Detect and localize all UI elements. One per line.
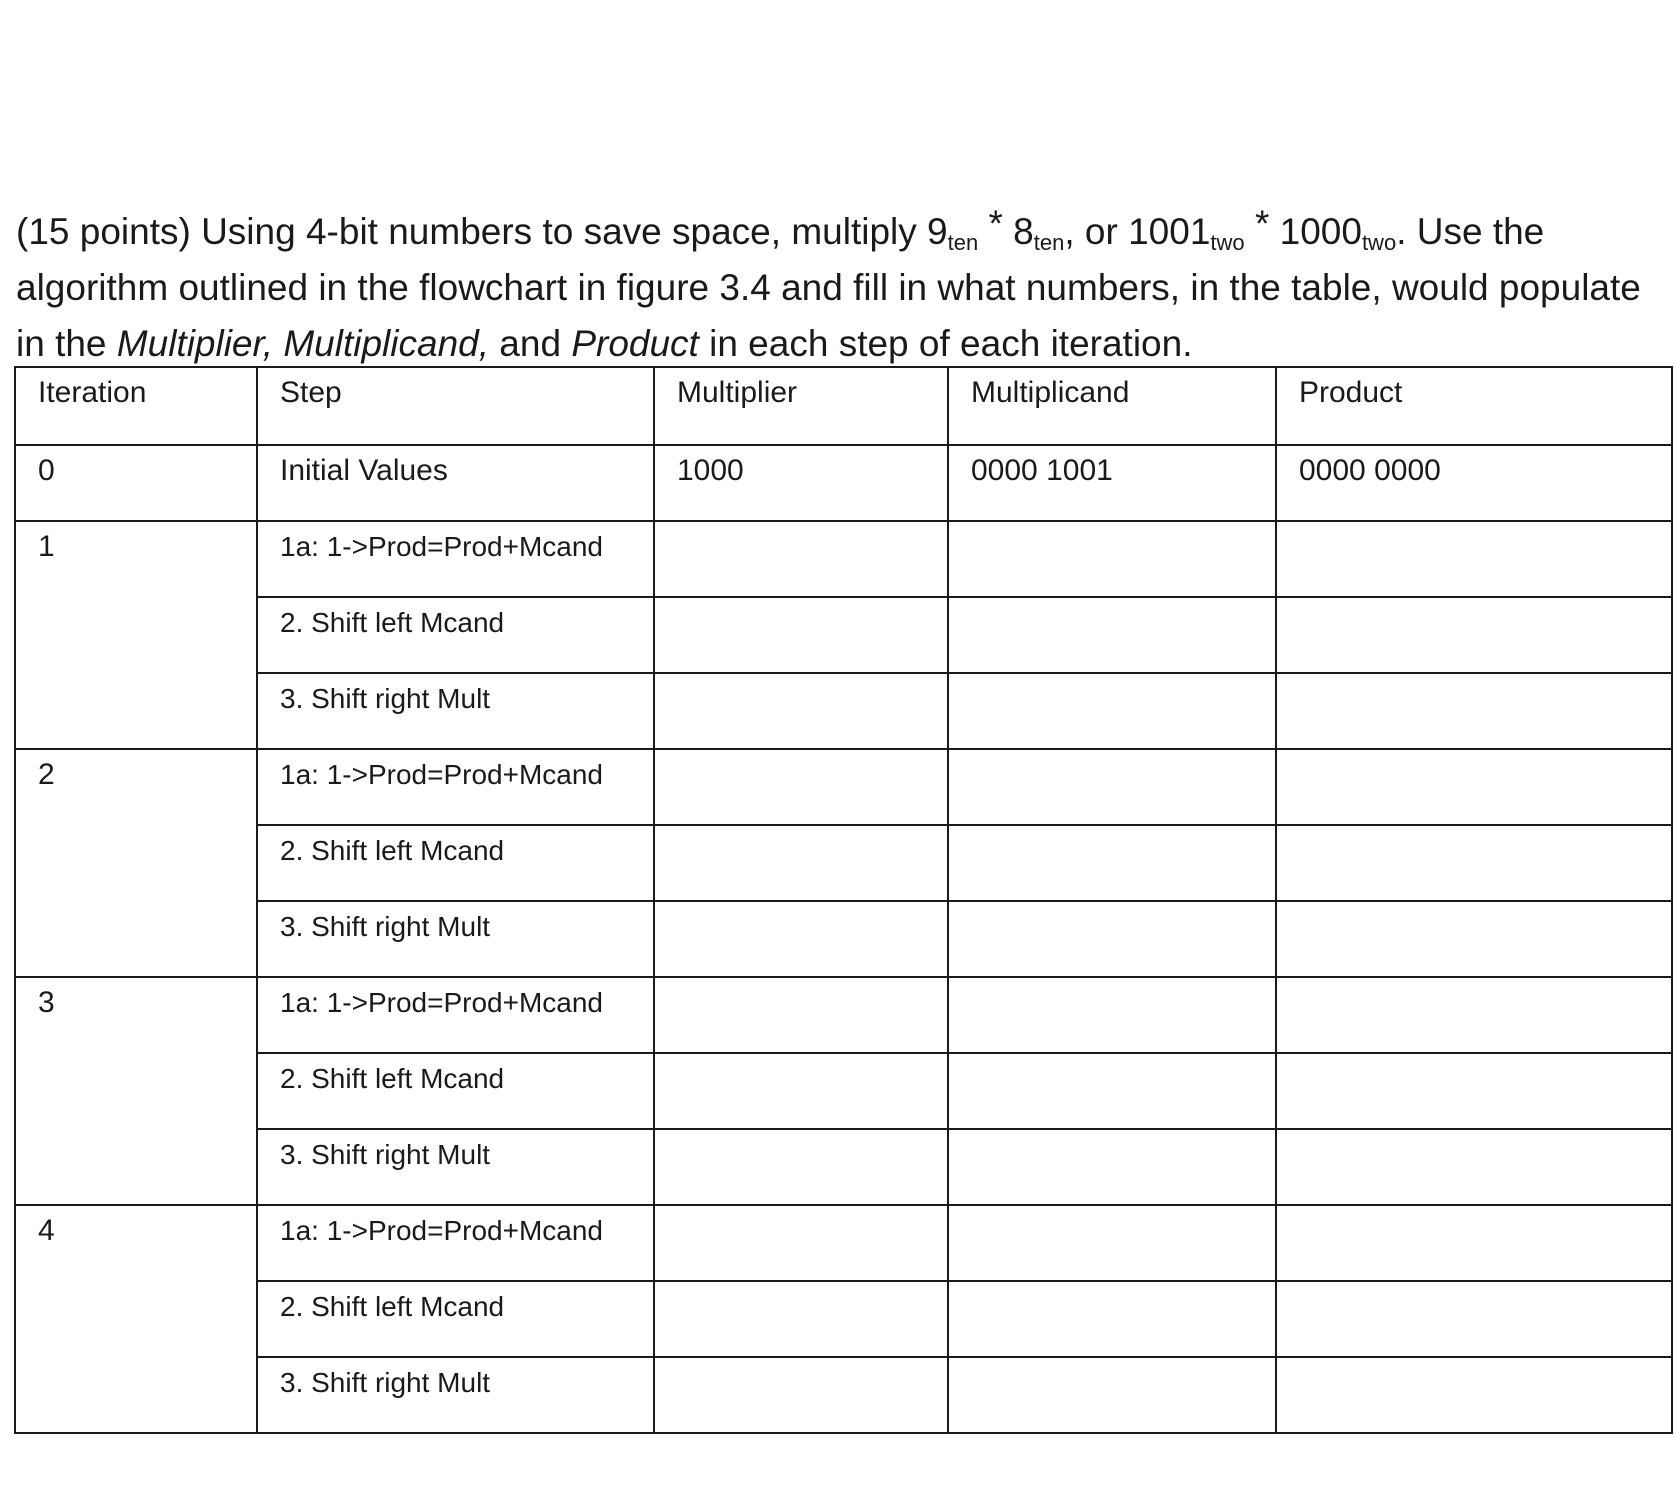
cell-product-blank[interactable] (1276, 977, 1672, 1053)
cell-product-blank[interactable] (1276, 1053, 1672, 1129)
header-multiplicand: Multiplicand (948, 367, 1276, 445)
cell-step: 3. Shift right Mult (257, 673, 654, 749)
question-prefix: (15 points) Using 4-bit numbers to save space, multiply 9 (16, 211, 948, 252)
header-product: Product (1276, 367, 1672, 445)
table-row (15, 749, 1672, 825)
cell-multiplier: 1000 (654, 445, 948, 521)
cell-product-blank[interactable] (1276, 1129, 1672, 1205)
cell-multiplier-blank[interactable] (654, 1053, 948, 1129)
header-iteration: Iteration (15, 367, 257, 445)
table-row (15, 1357, 1672, 1433)
question-eight: 8 (1002, 211, 1034, 252)
cell-product-blank[interactable] (1276, 1281, 1672, 1357)
header-multiplier: Multiplier (654, 367, 948, 445)
cell-multiplier-blank[interactable] (654, 749, 948, 825)
table-row (15, 597, 1672, 673)
table-row (15, 825, 1672, 901)
multiply-symbol: * (988, 203, 1003, 244)
cell-product-blank[interactable] (1276, 901, 1672, 977)
multiply-symbol: * (1254, 203, 1270, 244)
header-step: Step (257, 367, 654, 445)
cell-multiplicand-blank[interactable] (948, 1129, 1276, 1205)
cell-step: 3. Shift right Mult (257, 1357, 654, 1433)
cell-iteration: 3 (15, 977, 257, 1205)
cell-product-blank[interactable] (1276, 825, 1672, 901)
cell-product-blank[interactable] (1276, 673, 1672, 749)
cell-multiplicand-blank[interactable] (948, 901, 1276, 977)
table-row (15, 1053, 1672, 1129)
question-suffix: in each step of each iteration. (698, 323, 1193, 364)
cell-step: 2. Shift left Mcand (257, 597, 654, 673)
cell-multiplier-blank[interactable] (654, 1281, 948, 1357)
subscript-ten: ten (947, 230, 979, 255)
table-row-initial (15, 445, 1672, 521)
cell-product-blank[interactable] (1276, 1357, 1672, 1433)
question-binary-1001: , or 1001 (1064, 211, 1211, 252)
cell-multiplier-blank[interactable] (654, 977, 948, 1053)
cell-multiplier-blank[interactable] (654, 1357, 948, 1433)
cell-step: 2. Shift left Mcand (257, 825, 654, 901)
italic-multiplier: Multiplier, (116, 323, 274, 364)
cell-multiplicand-blank[interactable] (948, 749, 1276, 825)
subscript-two: two (1210, 230, 1245, 255)
cell-step: 1a: 1->Prod=Prod+Mcand (257, 977, 654, 1053)
cell-step: 1a: 1->Prod=Prod+Mcand (257, 521, 654, 597)
cell-multiplier-blank[interactable] (654, 825, 948, 901)
question-text: (15 points) Using 4-bit numbers to save space, multiply $9_{ten} * 8_{ten}$, or $1001_{two} * 1000_{two}$. Use the algorithm outlined in the flowchart in figure 3.4 and fill in what numbers, in the table, would populate in the Multiplier, Multiplicand, and Product in each step of each iteration. (16, 203, 1641, 364)
cell-product-blank[interactable] (1276, 1205, 1672, 1281)
cell-step: 1a: 1->Prod=Prod+Mcand (257, 749, 654, 825)
cell-step: 2. Shift left Mcand (257, 1281, 654, 1357)
cell-step: 1a: 1->Prod=Prod+Mcand (257, 1205, 654, 1281)
table-row (15, 521, 1672, 597)
question-binary-1000: 1000 (1269, 211, 1362, 252)
question-instructions: . Use the algorithm outlined in the flowchart in figure 3.4 and fill in what numbers, in the table, would populate in the (16, 211, 1641, 364)
cell-multiplicand-blank[interactable] (948, 1357, 1276, 1433)
cell-multiplicand-blank[interactable] (948, 521, 1276, 597)
cell-iteration: 0 (15, 445, 257, 521)
cell-step: 3. Shift right Mult (257, 1129, 654, 1205)
italic-multiplicand: Multiplicand, (283, 323, 490, 364)
cell-multiplicand-blank[interactable] (948, 597, 1276, 673)
cell-product: 0000 0000 (1276, 445, 1672, 521)
table-row (15, 1129, 1672, 1205)
cell-product-blank[interactable] (1276, 521, 1672, 597)
cell-multiplicand: 0000 1001 (948, 445, 1276, 521)
cell-iteration: 1 (15, 521, 257, 749)
cell-multiplier-blank[interactable] (654, 597, 948, 673)
italic-product: Product (571, 323, 699, 364)
cell-multiplier-blank[interactable] (654, 521, 948, 597)
cell-product-blank[interactable] (1276, 749, 1672, 825)
cell-multiplier-blank[interactable] (654, 1205, 948, 1281)
subscript-two: two (1361, 230, 1397, 255)
cell-iteration: 4 (15, 1205, 257, 1433)
cell-step: Initial Values (257, 445, 654, 521)
table-header-row (15, 367, 1672, 445)
cell-product-blank[interactable] (1276, 597, 1672, 673)
cell-multiplicand-blank[interactable] (948, 977, 1276, 1053)
cell-multiplier-blank[interactable] (654, 901, 948, 977)
table-row (15, 1281, 1672, 1357)
cell-multiplicand-blank[interactable] (948, 1205, 1276, 1281)
table-row (15, 977, 1672, 1053)
cell-multiplier-blank[interactable] (654, 1129, 948, 1205)
multiplication-table (14, 366, 1673, 1434)
subscript-ten: ten (1033, 230, 1065, 255)
cell-multiplicand-blank[interactable] (948, 673, 1276, 749)
cell-multiplier-blank[interactable] (654, 673, 948, 749)
cell-step: 2. Shift left Mcand (257, 1053, 654, 1129)
cell-iteration: 2 (15, 749, 257, 977)
cell-multiplicand-blank[interactable] (948, 1281, 1276, 1357)
table-row (15, 673, 1672, 749)
table-row (15, 1205, 1672, 1281)
cell-multiplicand-blank[interactable] (948, 825, 1276, 901)
table-row (15, 901, 1672, 977)
cell-multiplicand-blank[interactable] (948, 1053, 1276, 1129)
cell-step: 3. Shift right Mult (257, 901, 654, 977)
